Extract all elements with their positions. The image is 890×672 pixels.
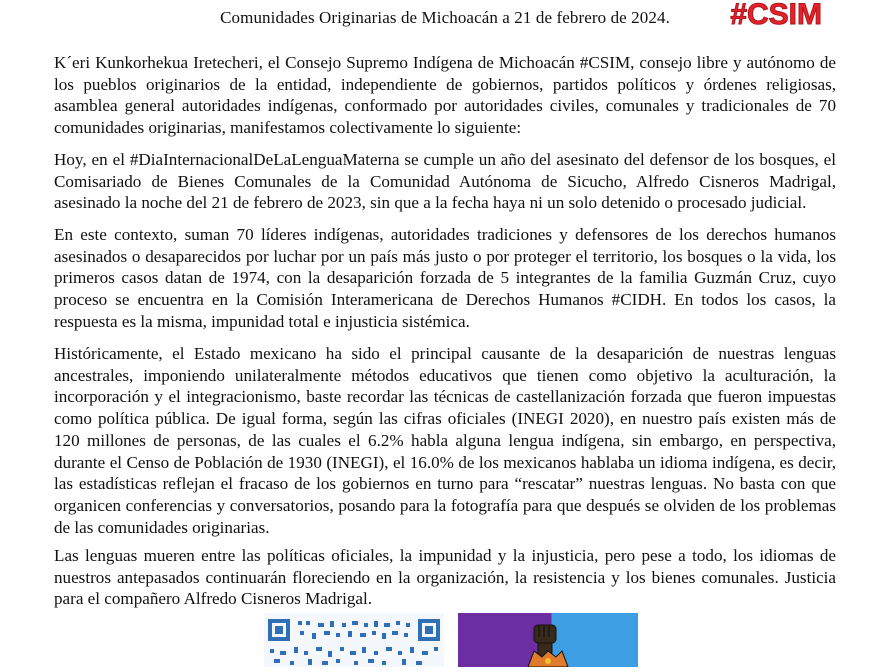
qr-code-icon[interactable] (264, 613, 444, 667)
paragraph-intro: K´eri Kunkorhekua Iretecheri, el Consejo Supremo Indígena de Michoacán #CSIM, consejo libre y autónomo de los pueblos originarios de la entidad, independiente de gobiernos, partidos políticos y órdenes religiosas, asamblea general autoridades indígenas, conformado por autoridades civiles, comunales y tradicionales de 70 comunidades originarias, manifestamos colectivamente lo siguiente: (54, 53, 836, 138)
paragraph-history: Históricamente, el Estado mexicano ha sido el principal causante de la desaparición de nuestras lenguas ancestrales, imponiendo unilateralmente métodos educativos que tienen como objetivo la aculturación, la incorporación y el integracionismo, baste recordar las técnicas de castellanización forzada que fueron impuestas como política pública. De igual forma, según las cifras oficiales (INEGI 2020), en nuestro país existen más de 120 millones de personas, de las cuales el 6.2% habla alguna lengua indígena, sin embargo, en perspectiva, durante el Censo de Población de 1930 (INEGI), el 16.0% de los mexicanos hablaba un idioma indígena, es decir, las estadísticas reflejan el fracaso de los gobiernos en turno para “rescatar” nuestras lenguas. No basta con que organicen conferencias y conversatorios, posando para la fotografía para que después se olviden de los problemas de las comunidades originarias. (54, 344, 836, 537)
csim-logo: #CSIM (730, 0, 822, 31)
paragraph-context: En este contexto, suman 70 líderes indígenas, autoridades tradiciones y defensores de los derechos humanos asesinados o desaparecidos por luchar por un país más justo o por proteger el territorio, los bosques o la vida, los primeros casos datan de 1974, con la desaparición forzada de 5 integrantes de la familia Guzmán Cruz, cuyo proceso se encuentra en la Comisión Interamericana de Derechos Humanos #CIDH. En todos los casos, la respuesta es la misma, impunidad total e injusticia sistémica. (54, 225, 836, 331)
paragraph-closing: Las lenguas mueren entre las políticas oficiales, la impunidad y la injusticia, pero pese a todo, los idiomas de nuestros antepasados continuarán floreciendo en la organización, la resistencia y los bienes comunales. Justicia para el compañero Alfredo Cisneros Madrigal. (54, 546, 836, 609)
place-date: Comunidades Originarias de Michoacán a 21 de febrero de 2024. (220, 8, 670, 27)
raised-fist-poster-icon (458, 613, 638, 667)
paragraph-anniversary: Hoy, en el #DiaInternacionalDeLaLenguaMaterna se cumple un año del asesinato del defensor de los bosques, el Comisariado de Bienes Comunales de la Comunidad Autónoma de Sicucho, Alfredo Cisneros Madrigal, asesinado la noche del 21 de febrero de 2023, sin que a la fecha haya ni un solo detenido o procesado judicial. (54, 150, 836, 213)
